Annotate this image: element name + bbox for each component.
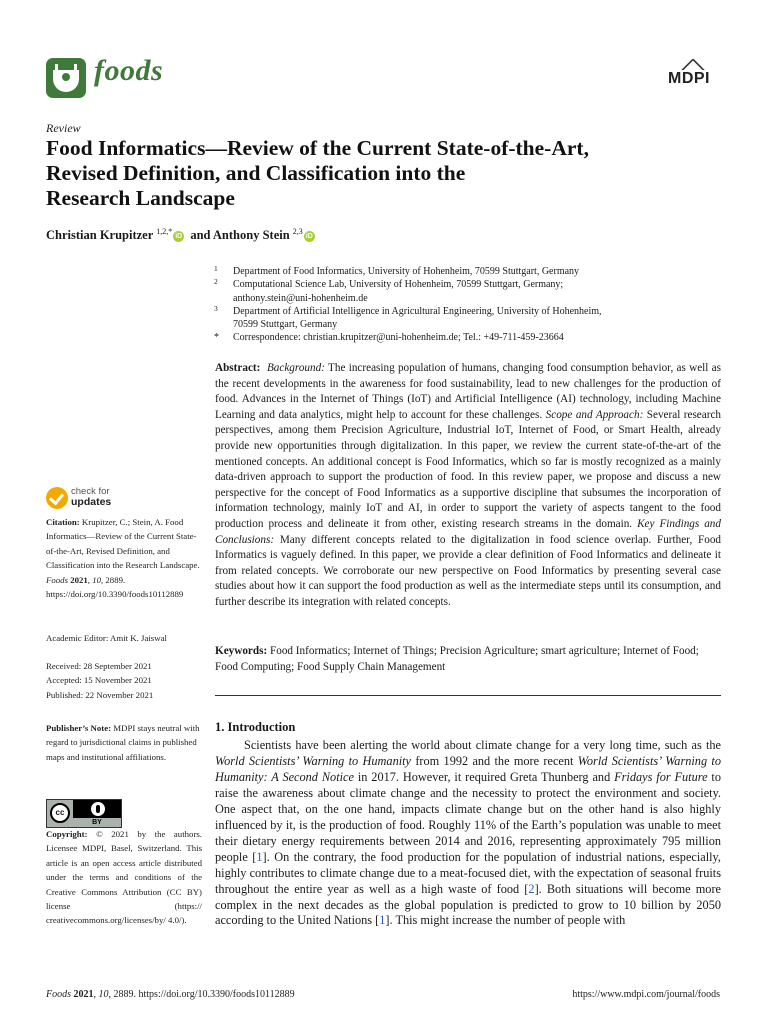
check-for-updates-badge[interactable] (46, 487, 176, 517)
footer-journal: Foods (46, 989, 71, 1000)
check-updates-line: updates (71, 496, 112, 508)
affiliations (214, 265, 714, 345)
footer-citation: Foods 2021, 10, 2889. https://doi.org/10.3390/foods10112889 (46, 989, 295, 1000)
author-name[interactable]: Christian Krupitzer (46, 228, 154, 243)
affiliation-mark: 1 (214, 264, 218, 273)
section-heading: 1. Introduction (215, 720, 296, 734)
attribution-bar (73, 800, 121, 818)
received-date: Received: 28 September 2021 (46, 661, 152, 671)
article-title (46, 136, 726, 211)
affiliation-line: Department of Artificial Intelligence in Agricultural Engineering, University of Hohenheim, (233, 305, 602, 317)
affiliation (214, 305, 714, 332)
publisher-name: MDPI (668, 70, 710, 87)
introduction-paragraph (215, 738, 721, 929)
footer-volume: 10 (98, 989, 109, 1000)
intro-text-span: ]. On the contrary, the food production for the population of industrial nations, especially, highly contributes to climate change due to a meat-focused diet, with the expectation of seasonal fruits throughout the entire year as well as a high waste of food [ (215, 849, 721, 896)
publisher-note-text: MDPI stays neutral with regard to jurisdictional claims in published maps and institutional affiliations. (46, 723, 200, 762)
cc-icon: cc (50, 803, 70, 823)
author-affil-marks: 1,2,* (156, 227, 173, 236)
orcid-icon[interactable]: iD (175, 232, 183, 240)
journal-logo (46, 54, 206, 98)
keywords (215, 644, 721, 675)
copyright-text: © 2021 by the authors. Licensee MDPI, Basel, Switzerland. This article is an open access article distributed under the terms and conditions of the Creative Commons Attribution (CC BY) license (https:// creativecommons.org/licenses/by/ 4.0/). (46, 829, 203, 926)
abstract-label: Abstract: (215, 362, 261, 374)
article-dates (46, 659, 202, 702)
keywords-label: Keywords: (215, 645, 268, 657)
title-line: Research Landscape (46, 186, 235, 210)
intro-text-span: ]. This might increase the number of people with (385, 913, 626, 928)
title-line: Revised Definition, and Classification into the (46, 161, 466, 185)
citation-volume: 10 (92, 574, 101, 585)
citation-block: Citation: Krupitzer, C.; Stein, A. Food Informatics—Review of the Current State-of-the-Art, Revised Definition, and Classification into the Research Landscape. Foods 2021, 10, 2889. https://doi.org/10.3390/foods10112889 (46, 517, 200, 600)
copyright-label: Copyright: (46, 829, 88, 839)
abstract-scope-label: Scope and Approach: (545, 408, 644, 421)
correspondence (214, 331, 714, 344)
affiliation (214, 265, 714, 278)
affiliation (214, 278, 714, 305)
affiliation-mark: 3 (214, 303, 218, 313)
accepted-date: Accepted: 15 November 2021 (46, 675, 152, 686)
intro-italic-span: World Scientists’ Warning to Humanity: A Second Notice (215, 753, 721, 784)
affiliation-mark: * (214, 332, 219, 344)
publisher-note (46, 721, 202, 764)
author-list (46, 227, 318, 243)
intro-text-span: ]. Both situations will become more complex in the next decades as the global population is predicted to grow to 10 billion by 2050 according to the United Nations [ (215, 881, 722, 928)
abstract-scope-text: Several research perspectives, among them Precision Agriculture, Industrial IoT, Internet of Food, or Smart Health, already provide new opportunities through digitalization. In this paper, we review the current state-of-the-art of the mentioned concepts. An additional concept is Food Informatics, which so far is mostly recognized as a mainly data-driven approach to support the production of food. In this review paper, we propose and discuss a new perspective for the concept of Food Informatics as a supportive discipline that subsumes the incorporation of information technology, mainly IoT and AI, in order to support the variety of aspects tangent to the food production process and delineate it from other, existing research streams in the domain. (215, 408, 722, 530)
academic-editor: Academic Editor: Amit K. Jaiswal (46, 633, 167, 643)
journal-name: foods (94, 54, 164, 87)
affiliation-line: 70599 Stuttgart, Germany (233, 319, 338, 331)
abstract-background-label: Background: (266, 362, 325, 374)
publisher-logo (664, 60, 720, 102)
check-updates-text (71, 487, 111, 507)
reference-link[interactable]: 1 (379, 913, 386, 928)
title-line: Food Informatics—Review of the Current State-of-the-Art, (46, 136, 589, 160)
footer-journal-url[interactable]: https://www.mdpi.com/journal/foods (572, 989, 720, 1000)
bowl-icon (46, 58, 86, 98)
affiliation-line: Computational Science Lab, University of Hohenheim, 70599 Stuttgart, Germany; (233, 279, 564, 291)
intro-italic-span: World Scientists’ Warning to Humanity (215, 753, 412, 768)
check-mark-icon (46, 487, 68, 509)
abstract-findings-label: Key Findings and Conclusions: (215, 517, 721, 546)
footer-year: 2021 (73, 989, 94, 1000)
check-updates-line: check for (71, 486, 110, 497)
affiliation-email[interactable]: anthony.stein@uni-hohenheim.de (233, 292, 368, 304)
citation-journal: Foods (46, 574, 68, 585)
author-joiner: and (190, 228, 211, 243)
publisher-note-label: Publisher’s Note: (46, 723, 112, 733)
author-name[interactable]: Anthony Stein (212, 228, 290, 243)
introduction-body (215, 738, 721, 929)
reference-link[interactable]: 1 (256, 849, 263, 864)
keywords-text: Food Informatics; Internet of Things; Precision Agriculture; smart agriculture; Internet of Food; Food Computing; Food Supply Chain Management (215, 645, 699, 673)
abstract (215, 361, 721, 611)
section-divider (215, 695, 721, 696)
abstract-findings-text: Many different concepts related to the digitalization in food science overlap. Further, Food Informatics is vaguely defined. In this paper, we provide a clear definition of Food Informatics and delineate it from related concepts. We corroborate our new perspective on Food Informatics by presenting several case studies about how it can support the food production as well as the intermediate steps until its consumption, and further describe its integration with related concepts. (215, 533, 722, 608)
citation-doi[interactable]: , 2889. https://doi.org/10.3390/foods10112889 (46, 574, 184, 600)
footer-doi[interactable]: , 2889. https://doi.org/10.3390/foods10112889 (108, 989, 295, 1000)
citation-year: 2021 (70, 574, 88, 585)
correspondence-line[interactable]: Correspondence: christian.krupitzer@uni-hohenheim.de; Tel.: +49-711-459-23664 (233, 332, 564, 344)
copyright-block (46, 827, 202, 928)
citation-text: Krupitzer, C.; Stein, A. Food Informatics—Review of the Current State-of-the-Art, Revised Definition, and Classification into the Research Landscape. (46, 517, 200, 571)
reference-link[interactable]: 2 (528, 881, 535, 896)
orcid-icon[interactable]: iD (305, 232, 313, 240)
intro-text-span: to raise the awareness about climate change and the necessity to protect the environment and society. One aspect that, on the one hand, impacts climate change but on the other hand is also highly influenced by it, is the production of food. Roughly 11% of the Earth’s population was unable to meet their dietary energy requirements between 2014 and 2016, representing approximately 795 million people [ (215, 769, 721, 864)
intro-text-span: Scientists have been alerting the world about climate change for a very long time, such as the (244, 738, 721, 752)
person-icon (91, 802, 105, 816)
affiliation-mark: 2 (214, 277, 218, 287)
published-date: Published: 22 November 2021 (46, 689, 154, 700)
author-affil-marks: 2,3 (292, 227, 303, 236)
cc-by-license-badge[interactable] (46, 799, 122, 828)
intro-italic-span: Fridays for Future (614, 769, 708, 784)
intro-text-span: from 1992 and the more recent (411, 753, 578, 768)
article-type: Review (46, 121, 81, 135)
intro-text-span: in 2017. However, it required Greta Thunberg and (353, 769, 615, 784)
citation-label: Citation: (46, 517, 80, 527)
cc-by-label: BY (92, 819, 102, 826)
abstract-background-text: The increasing population of humans, changing food consumption behavior, as well as the recent developments in the awareness for food sustainability, lead to new challenges for the production of food. Advances in the Internet of Things (IoT) and Artificial Intelligence (AI) technology, including Machine Learning and data analytics, might help to account for these challenges. (215, 362, 722, 421)
affiliation-line: Department of Food Informatics, University of Hohenheim, 70599 Stuttgart, Germany (233, 266, 580, 277)
